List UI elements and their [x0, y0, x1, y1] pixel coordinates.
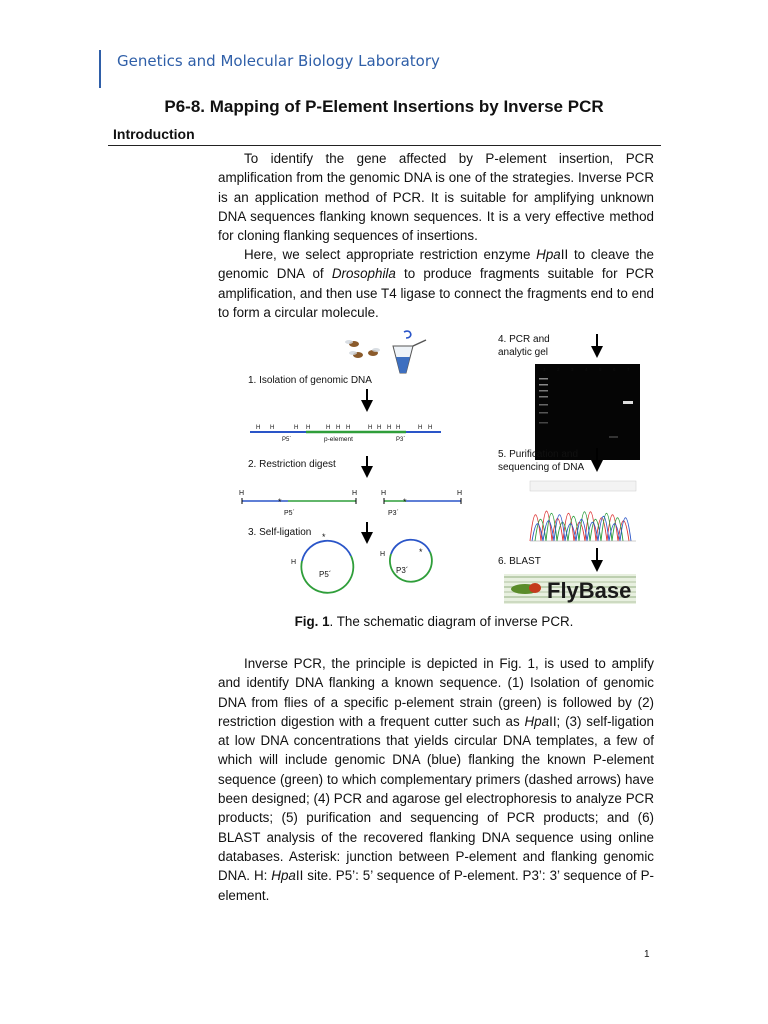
svg-text:H: H [256, 425, 261, 431]
body-paragraph [218, 654, 654, 905]
intro-paragraph-2 [218, 245, 654, 322]
enzyme-name: Hpa [524, 713, 550, 729]
svg-text:*: * [419, 547, 423, 557]
running-header: Genetics and Molecular Biology Laboratory [117, 52, 440, 70]
svg-text:H: H [387, 425, 392, 431]
ligated-circle-p3 [380, 540, 432, 582]
digested-fragments [239, 490, 462, 517]
agarose-gel-image [535, 364, 640, 460]
step6-label: 6. BLAST [498, 556, 541, 567]
intro-paragraph-1: To identify the gene affected by P-element insertion, PCR amplification from the genomic DNA is one of the strategies. Inverse PCR is an application method of PCR. It is suitable for amplifying unknown DNA sequences flanking known sequences. It is a very effective method for cloning flanking sequences of insertions. [218, 151, 654, 244]
svg-text:H: H [291, 559, 297, 566]
svg-text:H: H [377, 425, 382, 431]
document-title: P6-8. Mapping of P-Element Insertions by Inverse PCR [164, 97, 604, 116]
logo-text: FlyBase [547, 578, 632, 603]
ligated-circle-p5 [291, 532, 353, 593]
gel-lane-label: 6 [613, 367, 616, 372]
svg-text:P3´: P3´ [396, 566, 409, 575]
genomic-dna-strand [250, 425, 441, 443]
step5-label-line2: sequencing of DNA [498, 462, 585, 473]
svg-text:H: H [380, 551, 386, 558]
section-divider [108, 145, 661, 146]
svg-text:*: * [278, 497, 282, 507]
step5-label: 5. Purification and [498, 449, 579, 460]
step4-label-line2: analytic gel [498, 347, 549, 358]
page-number: 1 [644, 949, 650, 960]
organism-name: Drosophila [331, 266, 396, 282]
text-run: II site. P5’: 5’ sequence of P-element. P3’: 3’ sequence of P-element. [218, 868, 654, 903]
svg-text:P3´: P3´ [388, 510, 399, 517]
svg-text:H: H [326, 425, 331, 431]
gel-lane-label: 5 [599, 367, 602, 372]
text-run: II to cleave the genomic DNA of [218, 247, 655, 282]
header-accent-rule [99, 50, 101, 88]
enzyme-name: Hpa [271, 868, 296, 884]
text-run: Inverse PCR, the principle is depicted in Fig. 1, is used to amplify and identify DNA flanking a known sequence. (1) Isolation of genomic DNA from flies of a specific p-element strain (green) is followed by (2) restriction digestion with a frequent cutter such as [218, 656, 654, 729]
svg-text:H: H [418, 425, 423, 431]
figure-caption [0, 614, 768, 629]
gel-lane-label: 4 [585, 367, 588, 372]
svg-text:p-element: p-element [324, 436, 353, 443]
svg-text:H: H [368, 425, 373, 431]
svg-text:H: H [270, 425, 275, 431]
gel-lane-label: 3 [571, 367, 574, 372]
svg-text:P3´: P3´ [396, 437, 406, 443]
svg-text:H: H [336, 425, 341, 431]
svg-text:H: H [306, 425, 311, 431]
svg-text:P5´: P5´ [319, 570, 332, 579]
svg-text:*: * [322, 532, 326, 542]
svg-text:H: H [346, 425, 351, 431]
step1-label: 1. Isolation of genomic DNA [248, 375, 372, 386]
fly-icon [345, 340, 380, 358]
svg-text:H: H [396, 425, 401, 431]
step3-label: 3. Self-ligation [248, 527, 312, 538]
caption-text: . The schematic diagram of inverse PCR. [329, 614, 574, 629]
step2-label: 2. Restriction digest [248, 459, 336, 470]
gel-lane-label: 1 [543, 367, 546, 372]
svg-text:H: H [239, 490, 245, 497]
svg-text:P5´: P5´ [282, 437, 292, 443]
sequencing-chromatogram [530, 481, 636, 541]
section-heading: Introduction [113, 126, 195, 142]
svg-text:*: * [403, 497, 407, 507]
svg-text:H: H [457, 490, 463, 497]
flybase-logo [504, 574, 636, 604]
svg-text:H: H [381, 490, 387, 497]
text-run: Here, we select appropriate restriction enzyme [244, 247, 537, 262]
svg-text:H: H [428, 425, 433, 431]
text-run: to produce fragments suitable for PCR amplification, and then use T4 ligase to connect the fragments end to end to form a circular molecule. [218, 266, 654, 320]
tube-icon [393, 331, 426, 373]
inverse-pcr-figure [236, 326, 646, 608]
caption-label: Fig. 1 [294, 614, 330, 629]
text-run: II; (3) self-ligation at low DNA concentrations that yields circular DNA templates, a few of which will include genomic DNA (blue) flanking the known P-element sequence (green) to which complementary primers (dashed arrows) have been designed; (4) PCR and agarose gel electrophoresis to analyze PCR products; (5) purification and sequencing of PCR products; and (6) BLAST analysis of the recovered flanking DNA sequence using online databases. Asterisk: junction between P-element and flanking genomic DNA. H: [218, 713, 654, 884]
step4-label: 4. PCR and [498, 334, 550, 345]
svg-text:P5´: P5´ [284, 510, 295, 517]
enzyme-name: Hpa [536, 247, 561, 262]
gel-lane-label: 7 [627, 367, 630, 372]
gel-lane-label: 2 [557, 367, 560, 372]
svg-text:H: H [352, 490, 358, 497]
svg-text:H: H [294, 425, 299, 431]
